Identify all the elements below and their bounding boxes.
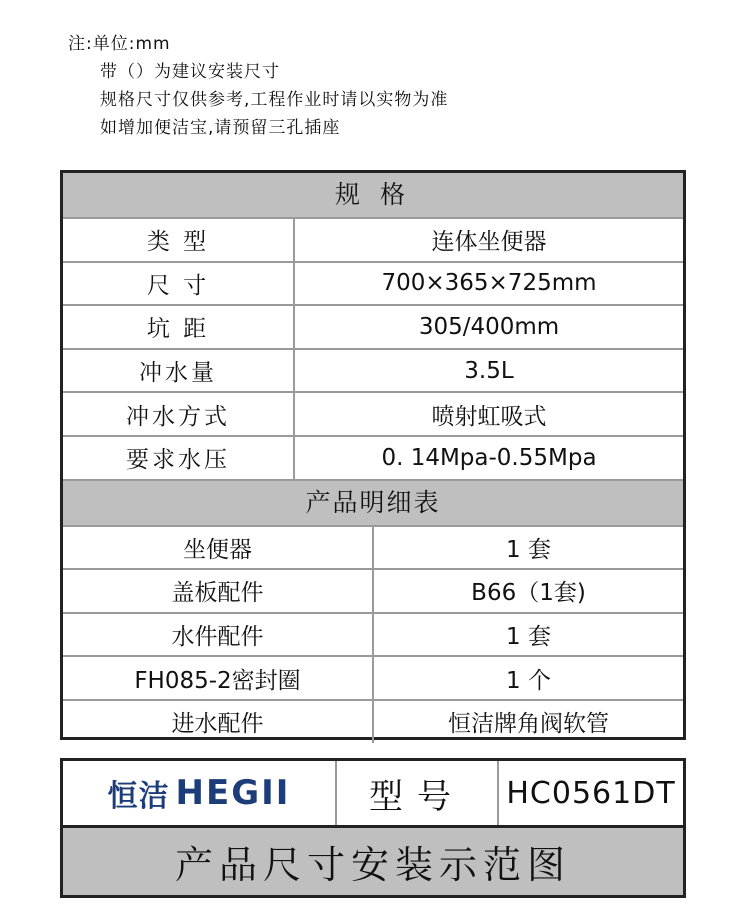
spec-value: 3.5L — [464, 357, 514, 384]
part-name: 盖板配件 — [63, 570, 374, 612]
spec-table — [60, 170, 686, 740]
spec-title: 规 格 — [63, 173, 683, 217]
spec-value: 连体坐便器 — [431, 229, 547, 256]
parts-row — [63, 699, 683, 743]
spec-label: 冲水方式 — [63, 393, 295, 435]
part-qty: B66（1套) — [471, 580, 586, 607]
parts-row — [63, 568, 683, 612]
spec-label: 冲水量 — [63, 350, 295, 392]
part-name: 坐便器 — [63, 527, 374, 569]
parts-row — [63, 655, 683, 699]
spec-row-pressure — [63, 435, 683, 479]
parts-title: 产品明细表 — [63, 479, 683, 525]
note-reference: 规格尺寸仅供参考,工程作业时请以实物为准 — [100, 90, 449, 110]
brand-name-en: HEGII — [175, 773, 291, 813]
part-qty: 恒洁牌角阀软管 — [448, 711, 609, 738]
spec-row-flush-volume — [63, 348, 683, 392]
note-unit: 注:单位:mm — [68, 34, 171, 54]
spec-value: 700×365×725mm — [381, 270, 597, 297]
spec-row-type — [63, 217, 683, 261]
spec-row-size — [63, 261, 683, 305]
diagram-title: 产品尺寸安装示范图 — [63, 828, 683, 895]
spec-value: 0. 14Mpa-0.55Mpa — [381, 444, 597, 471]
spec-row-flush-type — [63, 391, 683, 435]
parts-row — [63, 612, 683, 656]
model-panel — [60, 758, 686, 898]
brand-logo — [63, 761, 337, 825]
spec-value: 喷射虹吸式 — [431, 403, 547, 430]
spec-label: 类 型 — [63, 219, 295, 261]
part-qty: 1 套 — [506, 624, 551, 651]
spec-value: 305/400mm — [418, 313, 560, 340]
note-bracket: 带（）为建议安装尺寸 — [100, 62, 280, 82]
part-qty: 1 个 — [506, 667, 551, 694]
model-number: HC0561DT — [506, 775, 676, 811]
spec-label: 要求水压 — [63, 437, 295, 479]
notes — [68, 30, 448, 142]
spec-label: 坑 距 — [63, 306, 295, 348]
part-name: FH085-2密封圈 — [63, 657, 374, 699]
parts-row — [63, 525, 683, 569]
part-name: 水件配件 — [63, 614, 374, 656]
model-header — [63, 761, 683, 828]
brand-name-zh: 恒洁 — [107, 779, 170, 814]
part-qty: 1 套 — [506, 536, 551, 563]
note-socket: 如增加便洁宝,请预留三孔插座 — [100, 118, 341, 138]
part-name: 进水配件 — [63, 701, 374, 743]
spec-label: 尺 寸 — [63, 263, 295, 305]
model-label: 型号 — [337, 761, 499, 825]
spec-row-rough-in — [63, 304, 683, 348]
